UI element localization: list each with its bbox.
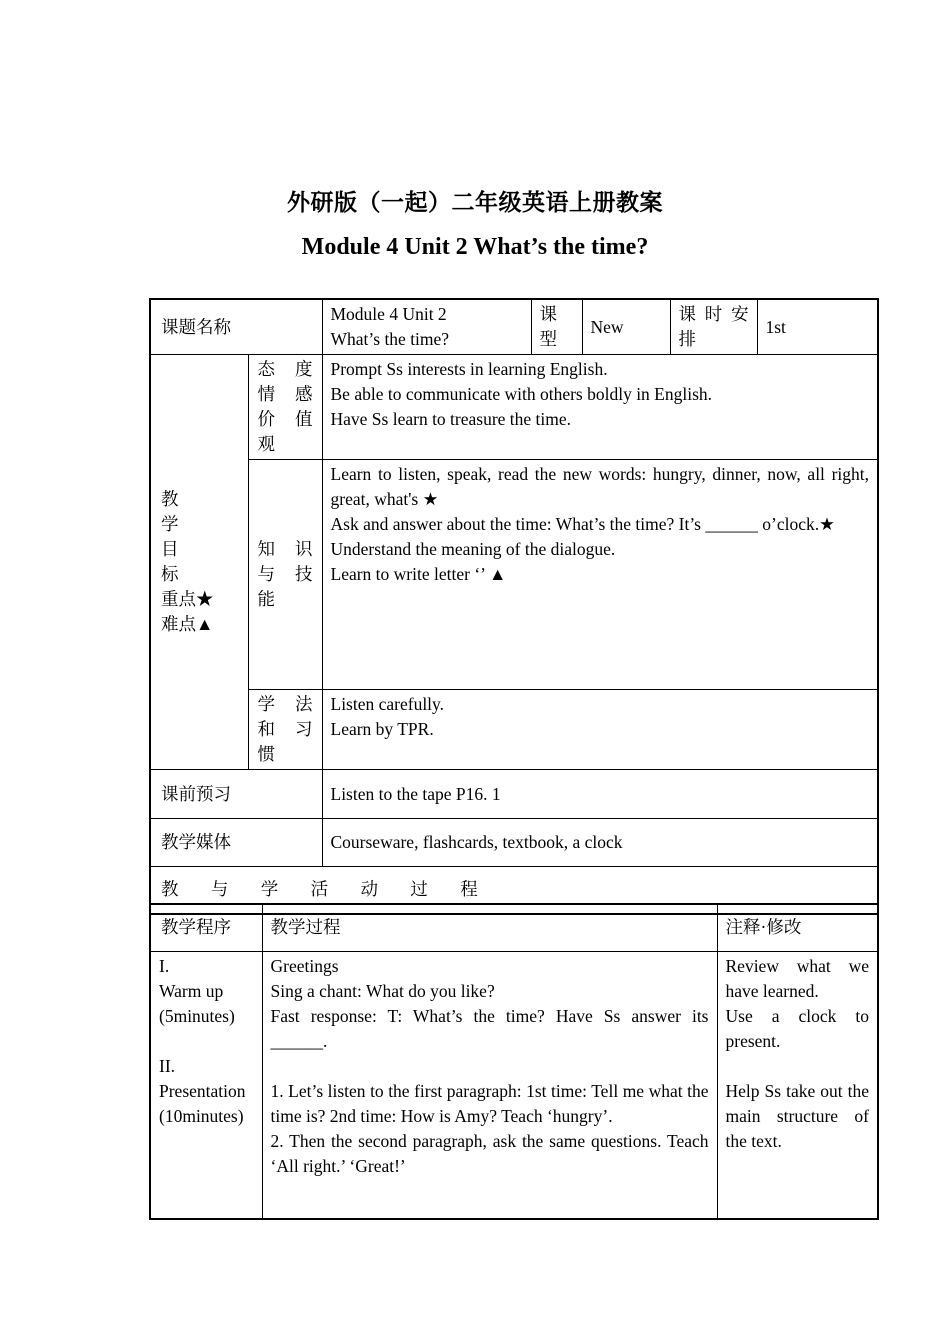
process-item xyxy=(271,1054,709,1079)
document-title-chinese: 外研版（一起）二年级英语上册教案 xyxy=(287,190,663,215)
goals-label-line: 目 xyxy=(161,539,179,559)
knowledge-item: Understand the meaning of the dialogue. xyxy=(330,539,616,559)
method-label-line: 惯 xyxy=(257,744,275,764)
notes-item xyxy=(726,1054,870,1079)
process-item: 1. Let’s listen to the first paragraph: 1st time: Tell me what the time is? 2nd time: How is Amy? Teach ‘hungry’. xyxy=(270,1080,709,1126)
process-heading: 教 与 学 活 动 过 程 xyxy=(150,867,878,914)
notes-item: Help Ss take out the main structure of the text. xyxy=(725,1080,869,1151)
knowledge-item: Learn to write letter ‘’ ▲ xyxy=(330,564,507,584)
attitude-item: Be able to communicate with others boldly in English. xyxy=(330,384,713,404)
preview-value: Listen to the tape P16. 1 xyxy=(322,770,878,819)
schedule-label: 课 时 安 排 xyxy=(670,299,757,355)
goals-label-line: 难点▲ xyxy=(161,614,214,634)
procedure-step-line: II. xyxy=(159,1055,176,1076)
method-label-line: 和 习 xyxy=(257,719,313,739)
procedure-step-line: Presentation xyxy=(159,1080,246,1101)
document-title-english: Module 4 Unit 2 What’s the time? xyxy=(301,234,649,260)
attitude-item: Prompt Ss interests in learning English. xyxy=(330,359,608,379)
goals-label-line: 重点★ xyxy=(161,589,214,609)
topic-label: 课题名称 xyxy=(150,299,322,355)
process-item: Sing a chant: What do you like? xyxy=(270,980,495,1001)
attitude-label xyxy=(248,355,322,460)
goals-label-line: 教 xyxy=(161,489,179,509)
knowledge-content xyxy=(322,460,878,690)
goals-label-line: 标 xyxy=(161,564,179,584)
attitude-label-line: 价 值 xyxy=(257,409,313,429)
goals-label-line: 学 xyxy=(161,514,179,534)
procedure-step-line: Warm up xyxy=(159,980,224,1001)
method-label xyxy=(248,690,322,770)
type-label: 课 型 xyxy=(531,299,582,355)
process-item: Fast response: T: What’s the time? Have Ss answer its ______. xyxy=(270,1005,709,1051)
method-item: Listen carefully. xyxy=(330,694,445,714)
procedure-column-header: 教学程序 xyxy=(150,904,262,951)
method-content xyxy=(322,690,878,770)
procedure-steps xyxy=(150,951,262,1219)
knowledge-label-line: 知 识 xyxy=(257,539,313,559)
teaching-goals-label xyxy=(150,355,248,770)
topic-value: Module 4 Unit 2 What’s the time? xyxy=(322,299,531,355)
notes-item: Review what we have learned. xyxy=(725,955,869,1001)
schedule-value: 1st xyxy=(757,299,878,355)
type-value: New xyxy=(582,299,670,355)
method-item: Learn by TPR. xyxy=(330,719,434,739)
knowledge-item: Ask and answer about the time: What’s the time? It’s ______ o’clock.★ xyxy=(330,514,835,534)
attitude-label-line: 观 xyxy=(257,434,275,454)
process-item: Greetings xyxy=(270,955,339,976)
preview-label: 课前预习 xyxy=(150,770,322,819)
procedure-step-line xyxy=(159,1029,258,1054)
attitude-label-line: 态 度 xyxy=(257,359,313,379)
procedure-step-line: (10minutes) xyxy=(159,1105,244,1126)
knowledge-label-line: 能 xyxy=(257,589,275,609)
attitude-content xyxy=(322,355,878,460)
media-label: 教学媒体 xyxy=(150,819,322,867)
attitude-item: Have Ss learn to treasure the time. xyxy=(330,409,572,429)
notes-content xyxy=(717,951,878,1219)
process-content xyxy=(262,951,717,1219)
knowledge-label xyxy=(248,460,322,690)
procedure-step-line: (5minutes) xyxy=(159,1005,235,1026)
process-item: 2. Then the second paragraph, ask the same questions. Teach ‘All right.’ ‘Great!’ xyxy=(270,1130,709,1176)
procedure-step-line: I. xyxy=(159,955,170,976)
notes-column-header: 注释·修改 xyxy=(717,904,878,951)
knowledge-item: Learn to listen, speak, read the new words: hungry, dinner, now, all right, great, what's ★ xyxy=(330,464,869,509)
attitude-label-line: 情 感 xyxy=(257,384,313,404)
media-value: Courseware, flashcards, textbook, a clock xyxy=(322,819,878,867)
notes-item: Use a clock to present. xyxy=(725,1005,869,1051)
method-label-line: 学 法 xyxy=(257,694,313,714)
process-table xyxy=(149,903,879,1220)
knowledge-label-line: 与 技 xyxy=(257,564,313,584)
process-column-header: 教学过程 xyxy=(262,904,717,951)
lesson-plan-table xyxy=(149,298,879,915)
